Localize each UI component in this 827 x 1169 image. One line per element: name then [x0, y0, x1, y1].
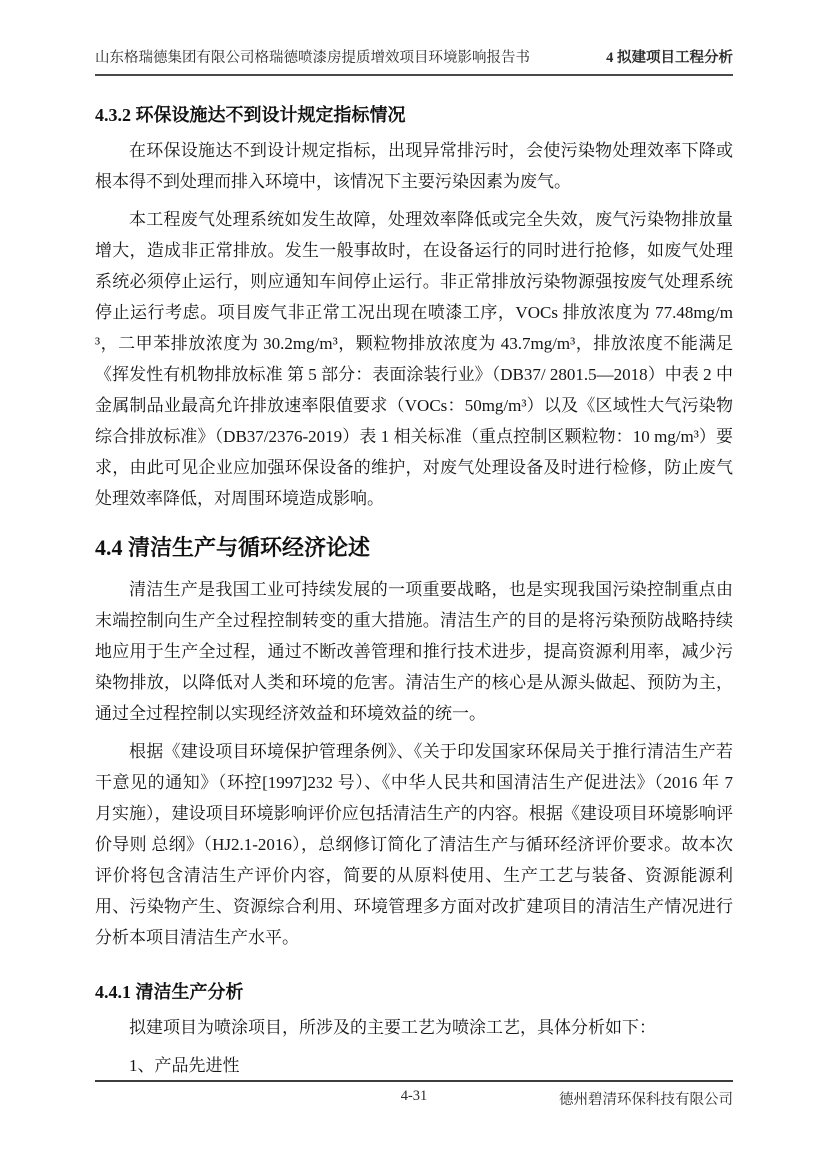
- page-number: 4-31: [400, 1088, 428, 1104]
- header-chapter-title: 4 拟建项目工程分析: [606, 50, 733, 66]
- section-4-4-heading: 4.4 清洁生产与循环经济论述: [95, 535, 371, 560]
- paragraph-441-intro: 拟建项目为喷涂项目，所涉及的主要工艺为喷涂工艺，具体分析如下：: [129, 1018, 656, 1037]
- paragraph-432-detail: 本工程废气处理系统如发生故障，处理效率降低或完全失效，废气污染物排放量增大，造成非正常排放。发生一般事故时，在设备运行的同时进行抢修，如废气处理系统必须停止运行，则应通知车间停止运行。非正常排放污染物源强按废气处理系统停止运行考虑。项目废气非正常工况出现在喷漆工序，VOCs 排放浓度为 77.48mg/m³，二甲苯排放浓度为 30.2mg/m³，颗粒物排放浓度为 43.7mg/m³，排放浓度不能满足《挥发性有机物排放标准 第 5 部分：表面涂装行业》（DB37/ 2801.5—2018）中表 2 中金属制品业最高允许排放速率限值要求（VOCs：50mg/m³）以及《区域性大气污染物综合排放标准》（DB37/2376-2019）表 1 相关标准（重点控制区颗粒物：10 mg/m³）要求，由此可见企业应加强环保设备的维护，对废气处理设备及时进行检修，防止废气处理效率降低，对周围环境造成影响。: [95, 210, 733, 508]
- page-header: [95, 48, 733, 76]
- section-4-3-2-heading: 4.3.2 环保设施达不到设计规定指标情况: [95, 105, 406, 125]
- section-4-4-1-heading: 4.4.1 清洁生产分析: [95, 982, 244, 1002]
- list-item-product-advancement: 1、产品先进性: [129, 1056, 240, 1075]
- header-report-title: 山东格瑞德集团有限公司格瑞德喷漆房提质增效项目环境影响报告书: [95, 50, 530, 66]
- footer-company-name: 德州碧清环保科技有限公司: [559, 1092, 733, 1108]
- paragraph-44-strategy: 清洁生产是我国工业可持续发展的一项重要战略，也是实现我国污染控制重点由末端控制向生产全过程控制转变的重大措施。清洁生产的目的是将污染预防战略持续地应用于生产全过程，通过不断改善管理和推行技术进步，提高资源利用率，减少污染物排放，以降低对人类和环境的危害。清洁生产的核心是从源头做起、预防为主，通过全过程控制以实现经济效益和环境效益的统一。: [95, 580, 733, 723]
- paragraph-44-basis: 根据《建设项目环境保护管理条例》、《关于印发国家环保局关于推行清洁生产若干意见的通知》（环控[1997]232 号）、《中华人民共和国清洁生产促进法》（2016 年 7 月实施），建设项目环境影响评价应包括清洁生产的内容。根据《建设项目环境影响评价导则 总纲》（HJ2.1-2016），总纲修订简化了清洁生产与循环经济评价要求。故本次评价将包含清洁生产评价内容，简要的从原料使用、生产工艺与装备、资源能源利用、污染物产生、资源综合利用、环境管理多方面对改扩建项目的清洁生产情况进行分析本项目清洁生产水平。: [95, 742, 733, 947]
- paragraph-432-intro: 在环保设施达不到设计规定指标，出现异常排污时，会使污染物处理效率下降或根本得不到处理而排入环境中，该情况下主要污染因素为废气。: [95, 141, 733, 191]
- page-footer: [95, 1080, 733, 1110]
